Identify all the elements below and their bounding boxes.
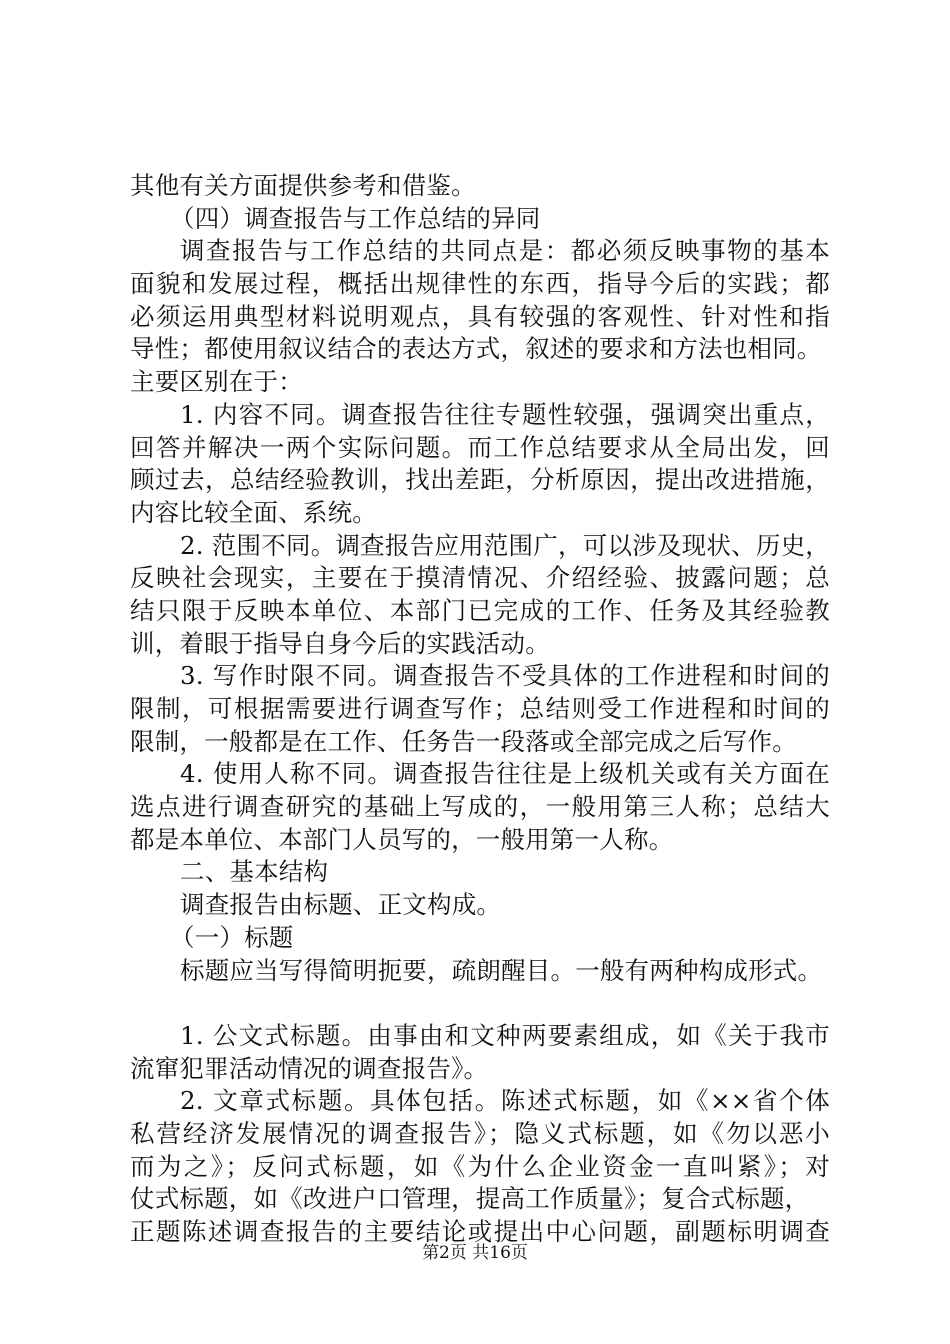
paragraph-line: 2. 文章式标题。具体包括。陈述式标题，如《××省个体 — [180, 1086, 830, 1116]
paragraph-line: 限制，可根据需要进行调查写作；总结则受工作进程和时间的 — [130, 694, 830, 723]
paragraph-line: 内容比较全面、系统。 — [130, 497, 377, 527]
section-heading: 二、基本结构 — [180, 857, 329, 887]
section-heading: （四）调查报告与工作总结的异同 — [170, 203, 541, 233]
paragraph-line: 3. 写作时限不同。调查报告不受具体的工作进程和时间的 — [180, 661, 830, 691]
paragraph-line: 其他有关方面提供参考和借鉴。 — [130, 171, 476, 200]
paragraph-line: 流窜犯罪活动情况的调查报告》。 — [130, 1053, 489, 1083]
paragraph-line: 而为之》；反问式标题，如《为什么企业资金一直叫紧》；对 — [130, 1151, 830, 1181]
paragraph-line: 都是本单位、本部门人员写的，一般用第一人称。 — [130, 824, 674, 854]
paragraph-line: 调查报告与工作总结的共同点是：都必须反映事物的基本 — [180, 236, 830, 266]
paragraph-line: 必须运用典型材料说明观点，具有较强的客观性、针对性和指 — [130, 301, 830, 331]
paragraph-line: 2. 范围不同。调查报告应用范围广，可以涉及现状、历史， — [180, 530, 830, 560]
paragraph-line: 1. 内容不同。调查报告往往专题性较强，强调突出重点， — [180, 399, 830, 429]
paragraph-line: 1. 公文式标题。由事由和文种两要素组成，如《关于我市 — [180, 1020, 830, 1050]
page-number: 第2页 共16页 — [422, 1243, 528, 1263]
document-body — [130, 170, 850, 1249]
paragraph-line: 顾过去，总结经验教训，找出差距，分析原因，提出改进措施， — [130, 465, 830, 495]
paragraph-line: 选点进行调查研究的基础上写成的，一般用第三人称；总结大 — [130, 792, 830, 822]
paragraph-line: 回答并解决一两个实际问题。而工作总结要求从全局出发，回 — [130, 432, 830, 462]
blank-line — [130, 987, 850, 1020]
paragraph-line: 反映社会现实，主要在于摸清情况、介绍经验、披露问题；总 — [130, 563, 830, 593]
paragraph-line: 4. 使用人称不同。调查报告往往是上级机关或有关方面在 — [180, 759, 830, 789]
paragraph-line: 仗式标题，如《改进户口管理，提高工作质量》；复合式标题， — [130, 1184, 810, 1214]
paragraph-line: 面貌和发展过程，概括出规律性的东西，指导今后的实践；都 — [130, 269, 830, 299]
paragraph-line: 调查报告由标题、正文构成。 — [180, 890, 502, 920]
paragraph-line: 正题陈述调查报告的主要结论或提出中心问题，副题标明调查 — [130, 1217, 830, 1246]
paragraph-line: 主要区别在于： — [130, 367, 303, 397]
paragraph-line: 标题应当写得简明扼要，疏朗醒目。一般有两种构成形式。 — [180, 955, 823, 985]
paragraph-line: 私营经济发展情况的调查报告》；隐义式标题，如《勿以恶小 — [130, 1118, 830, 1148]
paragraph-line: 导性；都使用叙议结合的表达方式，叙述的要求和方法也相同。 — [130, 334, 822, 364]
paragraph-line: 限制，一般都是在工作、任务告一段落或全部完成之后写作。 — [130, 726, 797, 756]
paragraph-line: 结只限于反映本单位、本部门已完成的工作、任务及其经验教 — [130, 595, 830, 625]
paragraph-line: 训，着眼于指导自身今后的实践活动。 — [130, 628, 550, 658]
page-footer — [0, 1242, 950, 1264]
section-heading: （一）标题 — [170, 922, 294, 952]
